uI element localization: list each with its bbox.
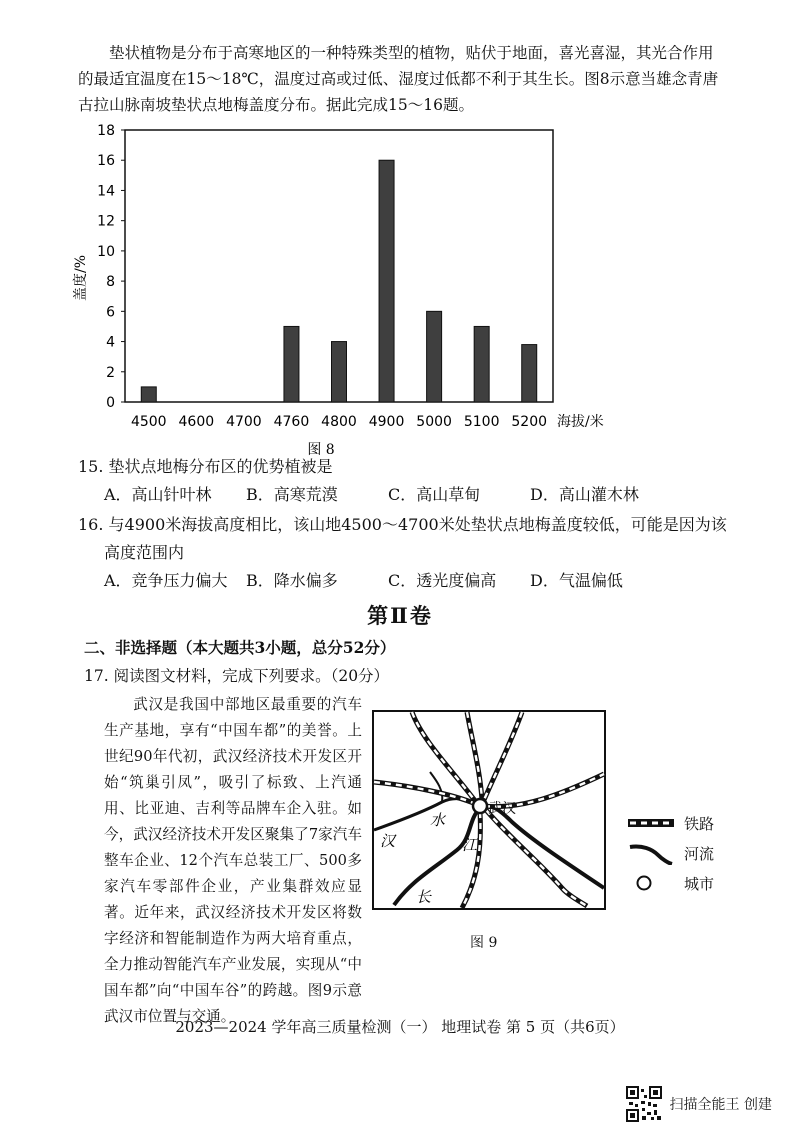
question-15-stem: 15. 垫状点地梅分布区的优势植被是 [78, 457, 333, 476]
x-axis-label: 海拔/米 [557, 414, 604, 430]
city-legend-icon [628, 873, 674, 893]
x-tick-label: 4760 [273, 414, 310, 430]
bar [332, 342, 347, 402]
legend-city-label: 城市 [684, 874, 715, 893]
bar [141, 387, 156, 402]
part2-header: 二、非选择题（本大题共3小题，总分52分） [84, 638, 396, 657]
q16-option-c[interactable]: C．透光度偏高 [388, 571, 497, 590]
q16-option-a[interactable]: A．竞争压力偏大 [104, 571, 228, 590]
y-tick-label: 8 [106, 274, 115, 291]
river-legend-icon [628, 841, 674, 865]
x-tick-label: 4600 [178, 414, 215, 430]
page-footer: 2023—2024 学年高三质量检测（一） 地理试卷 第 5 页（共6页） [175, 1018, 625, 1036]
y-tick-label: 0 [106, 395, 115, 411]
x-tick-label: 4900 [368, 414, 405, 430]
y-axis-label: 盖度/% [73, 254, 89, 302]
legend-railway [628, 808, 714, 838]
legend-river-label: 河流 [684, 844, 715, 863]
question-17-passage: 武汉是我国中部地区最重要的汽车生产基地，享有“中国车都”的美誉。上世纪90年代初，武汉经济技术开发区开始“筑巢引凤”，吸引了标致、上汽通用、比亚迪、吉利等品牌车企入驻。如今，武汉经济技术开发区聚集了7家汽车整车企业、12个汽车总装工厂、500多家汽车零部件企业，产业集群效应显著。近年来，武汉经济技术开发区将数字经济和智能制造作为两大培育重点，全力推动智能汽车产业发展，实现从“中国车都”向“中国车谷”的跨越。图9示意武汉市位置与交通。 [104, 696, 362, 1025]
bar [474, 326, 489, 402]
y-tick-label: 6 [106, 304, 115, 321]
y-tick-label: 4 [106, 334, 115, 351]
figure-9-caption: 图 9 [470, 935, 498, 951]
question-16-options [104, 568, 672, 591]
river-label-jiang: 江 [462, 836, 478, 854]
section-title: 第Ⅱ卷 [367, 603, 433, 628]
q15-option-b[interactable]: B．高寒荒漠 [246, 485, 338, 504]
river-label-han: 汉 [380, 832, 396, 850]
river-label-chang: 长 [416, 888, 432, 906]
legend-river [628, 838, 714, 868]
legend-city [628, 868, 714, 898]
question-15-options [104, 482, 672, 505]
wuhan-city-marker [473, 799, 487, 813]
q15-option-c[interactable]: C．高山草甸 [388, 485, 481, 504]
intro-paragraph: 垫状植物是分布于高寒地区的一种特殊类型的植物，贴伏于地面，喜光喜湿，其光合作用的最适宜温度在15～18℃，温度过高或过低、湿度过低都不利于其生长。图8示意当雄念青唐古拉山脉南坡垫状点地梅盖度分布。据此完成15～16题。 [78, 44, 719, 114]
river-label-shui: 水 [430, 811, 446, 829]
legend-railway-label: 铁路 [684, 814, 715, 833]
y-tick-label: 18 [97, 123, 115, 139]
city-label: 武汉 [488, 801, 516, 817]
q16-option-b[interactable]: B．降水偏多 [246, 571, 338, 590]
question-16-stem-line2: 高度范围内 [104, 543, 185, 562]
y-tick-label: 2 [106, 364, 115, 381]
x-tick-label: 5200 [511, 414, 548, 430]
x-tick-label: 4500 [130, 414, 167, 430]
bar [284, 326, 299, 402]
x-tick-label: 4800 [321, 414, 357, 430]
q15-option-d[interactable]: D．高山灌木林 [530, 485, 639, 504]
map-legend [628, 808, 714, 898]
scanner-watermark [626, 1086, 772, 1122]
bar [379, 160, 394, 402]
x-tick-label: 5100 [463, 414, 500, 430]
x-tick-label: 5000 [416, 414, 452, 430]
watermark-text: 扫描全能王 创建 [669, 1097, 772, 1113]
railway-legend-icon [628, 818, 674, 828]
y-tick-label: 12 [97, 213, 115, 230]
question-16-stem-line1: 16. 与4900米海拔高度相比，该山地4500～4700米处垫状点地梅盖度较低，可能是因为该 [78, 515, 727, 534]
q16-option-d[interactable]: D．气温偏低 [530, 571, 623, 590]
figure-8-caption: 图 8 [307, 442, 335, 457]
x-tick-label: 4700 [226, 414, 262, 430]
q15-option-a[interactable]: A．高山针叶林 [104, 485, 212, 504]
bar [427, 311, 442, 402]
bar [522, 345, 537, 402]
figure-8-chart [60, 112, 680, 457]
y-tick-label: 14 [97, 183, 115, 200]
question-17-stem: 17. 阅读图文材料，完成下列要求。（20分） [84, 667, 390, 685]
figure-9-map [372, 710, 606, 910]
y-tick-label: 10 [97, 243, 115, 260]
y-tick-label: 16 [97, 153, 115, 170]
qr-code-icon [626, 1086, 662, 1122]
